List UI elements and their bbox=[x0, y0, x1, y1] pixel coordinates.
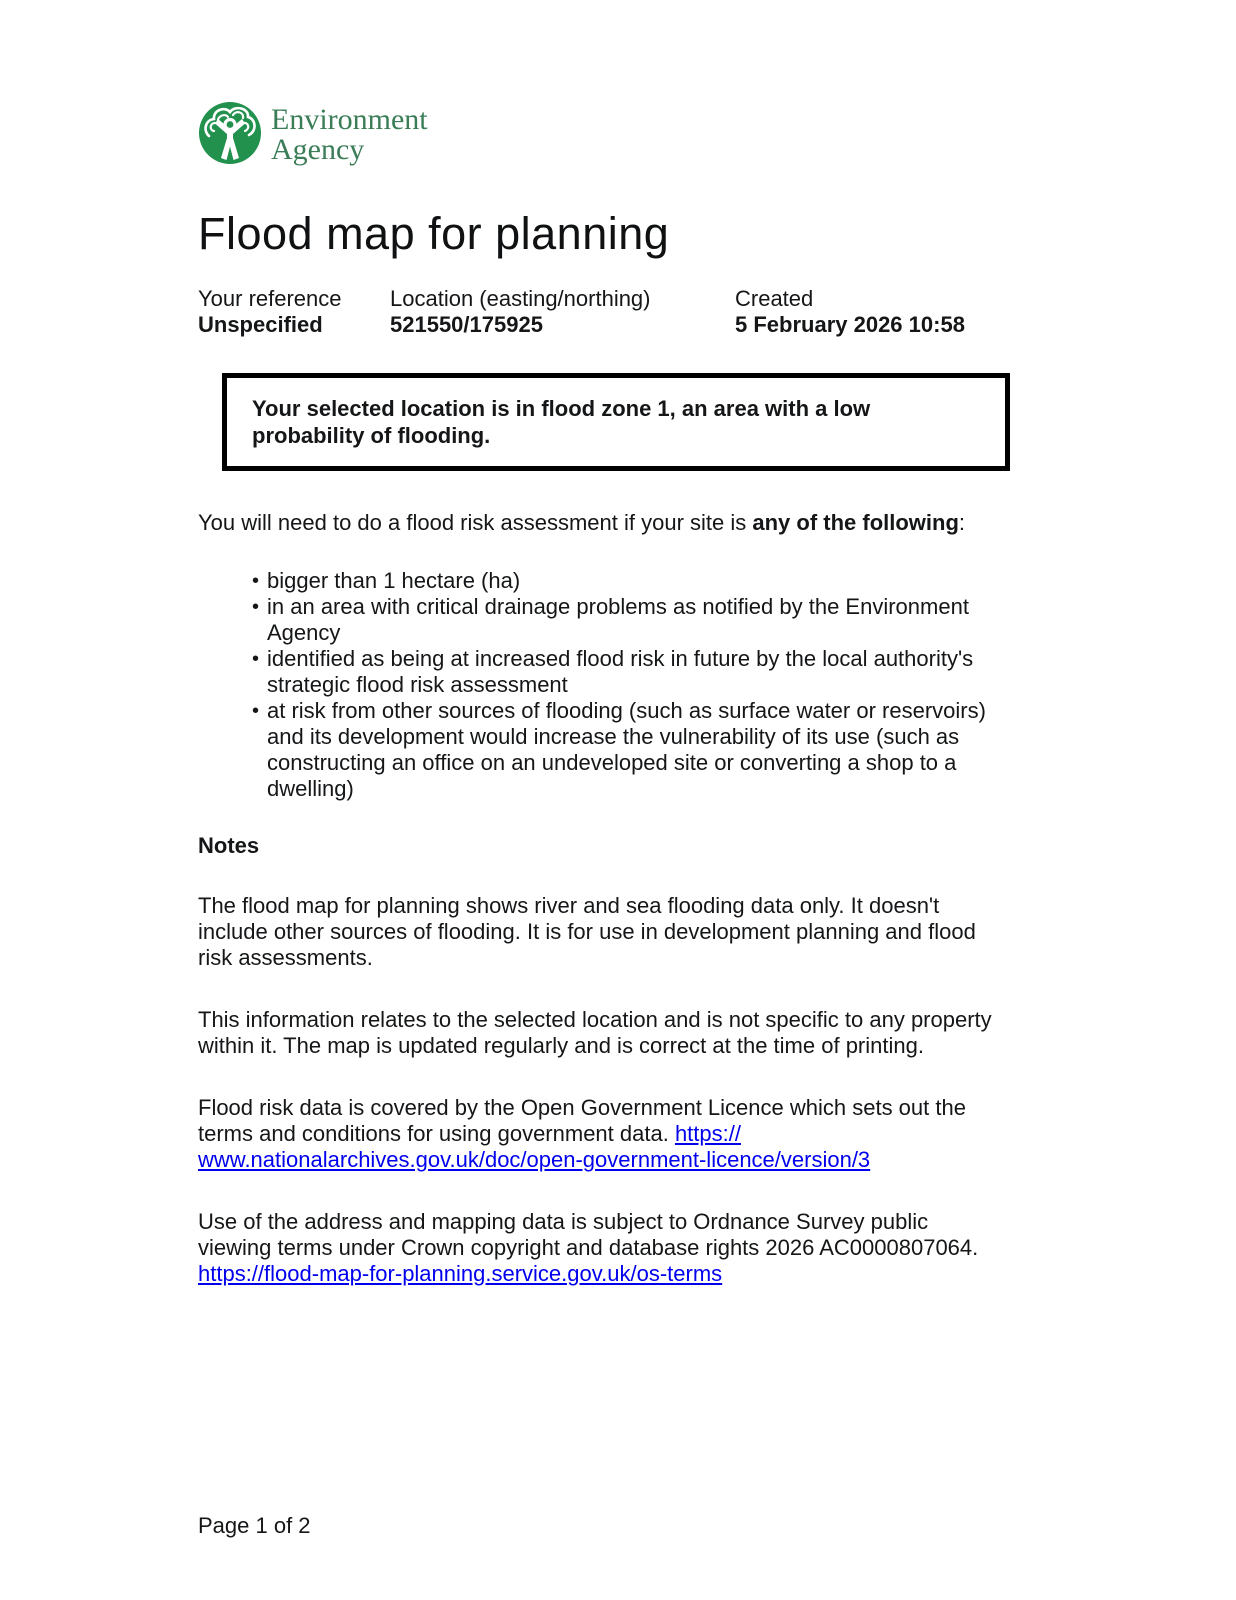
flood-zone-notice-text: Your selected location is in flood zone 1, an area with a low probability of flooding. bbox=[252, 396, 871, 448]
page-number: Page 1 of 2 bbox=[198, 1513, 311, 1538]
reference-summary-row bbox=[198, 286, 1236, 338]
environment-agency-wordmark bbox=[271, 105, 428, 165]
your-reference-value: Unspecified bbox=[198, 312, 323, 337]
list-item: • in an area with critical drainage problems as notified by the Environment Agency bbox=[252, 594, 995, 646]
note-paragraph-os-terms bbox=[198, 1209, 998, 1287]
assessment-intro-suffix: : bbox=[958, 510, 966, 535]
your-reference-label: Your reference bbox=[198, 286, 342, 311]
note-paragraph-open-government-licence bbox=[198, 1095, 998, 1173]
created-label: Created bbox=[735, 286, 814, 311]
logo-word-environment: Environment bbox=[271, 103, 428, 136]
created-column bbox=[735, 286, 995, 338]
flood-zone-notice-box bbox=[222, 373, 1010, 471]
list-item: • identified as being at increased flood risk in future by the local authority's strategic flood risk assessment bbox=[252, 646, 995, 698]
note-paragraph-location-accuracy: This information relates to the selected location and is not specific to any property within it. The map is updated regularly and is correct at the time of printing. bbox=[198, 1007, 992, 1058]
list-item: • bigger than 1 hectare (ha) bbox=[252, 568, 995, 594]
licence-link-line1: https:// bbox=[674, 1121, 741, 1146]
os-terms-link[interactable]: https://flood-map-for-planning.service.gov.uk/os-terms bbox=[198, 1261, 723, 1286]
note-paragraph-flood-map-scope: The flood map for planning shows river and sea flooding data only. It doesn't include other sources of flooding. It is for use in development planning and flood risk assessments. bbox=[198, 893, 976, 970]
os-terms-text: Use of the address and mapping data is subject to Ordnance Survey public viewing terms under Crown copyright and database rights 2026 AC0000807064. bbox=[198, 1209, 979, 1260]
assessment-intro-prefix: You will need to do a flood risk assessment if your site is bbox=[198, 510, 753, 535]
page-title: Flood map for planning bbox=[198, 208, 670, 259]
location-label: Location (easting/northing) bbox=[390, 286, 651, 311]
environment-agency-logo bbox=[198, 100, 1236, 166]
environment-agency-tree-icon bbox=[198, 100, 262, 166]
assessment-intro-emphasis: any of the following bbox=[752, 510, 959, 535]
licence-link-line2: www.nationalarchives.gov.uk/doc/open-government-licence/version/3 bbox=[198, 1147, 871, 1172]
location-column bbox=[390, 286, 735, 338]
your-reference-column bbox=[198, 286, 390, 338]
created-value: 5 February 2026 10:58 bbox=[735, 312, 965, 337]
list-item: • at risk from other sources of flooding (such as surface water or reservoirs) and its development would increase the vulnerability of its use (such as constructing an office on an undeveloped site or converting a shop to a dwelling) bbox=[252, 698, 995, 802]
licence-text: Flood risk data is covered by the Open Government Licence which sets out the terms and conditions for using government data. bbox=[198, 1095, 966, 1146]
location-value: 521550/175925 bbox=[390, 312, 543, 337]
logo-word-agency: Agency bbox=[271, 133, 365, 166]
assessment-intro bbox=[198, 510, 998, 536]
assessment-criteria-list bbox=[198, 568, 1010, 802]
notes-heading: Notes bbox=[198, 833, 260, 858]
